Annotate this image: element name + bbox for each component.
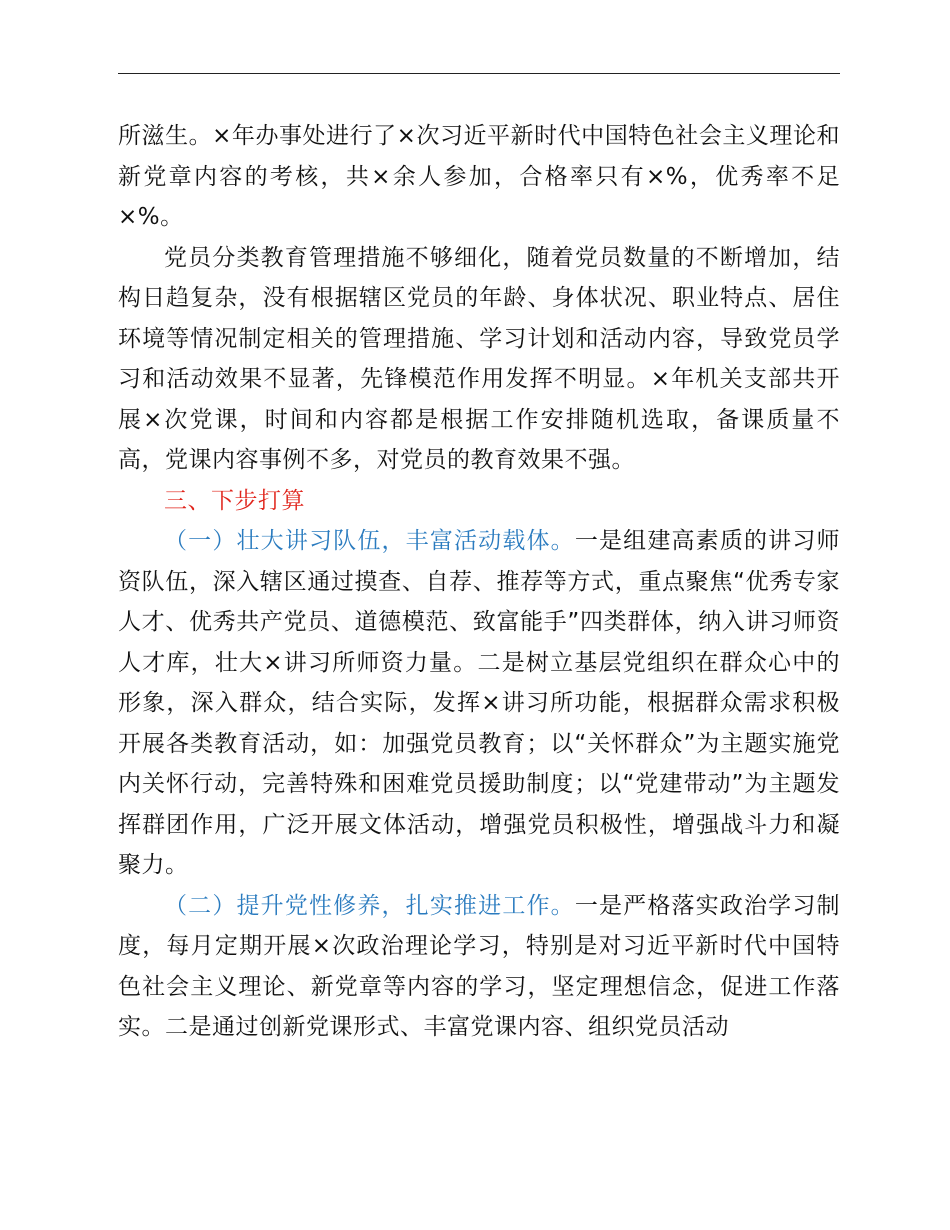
paragraph-party-member-management: 党员分类教育管理措施不够细化，随着党员数量的不断增加，结构日趋复杂，没有根据辖区党员的年龄、身体状况、职业特点、居住环境等情况制定相关的管理措施、学习计划和活动内容，导致党员学习和活动效果不显著，先锋模范作用发挥不明显。×年机关支部共开展×次党课，时间和内容都是根据工作安排随机选取，备课质量不高，党课内容事例不多，对党员的教育效果不强。	[118, 244, 840, 473]
paragraph-continuation: 所滋生。×年办事处进行了×次习近平新时代中国特色社会主义理论和新党章内容的考核，共×余人参加，合格率只有×%，优秀率不足×%。	[118, 123, 840, 230]
subsection-2-heading: （二）提升党性修养，扎实推进工作。	[164, 892, 575, 919]
section-heading-next-steps: 三、下步打算	[164, 487, 305, 514]
subsection-1-body: 一是组建高素质的讲习师资队伍，深入辖区通过摸查、自荐、推荐等方式，重点聚焦“优秀专家人才、优秀共产党员、道德模范、致富能手”四类群体，纳入讲习师资人才库，壮大×讲习所师资力量。二是树立基层党组织在群众心中的形象，深入群众，结合实际，发挥×讲习所功能，根据群众需求积极开展各类教育活动，如：加强党员教育；以“关怀群众”为主题实施党内关怀行动，完善特殊和困难党员援助制度；以“党建带动”为主题发挥群团作用，广泛开展文体活动，增强党员积极性，增强战斗力和凝聚力。	[118, 528, 841, 878]
subsection-2	[118, 886, 840, 1048]
subsection-1-heading: （一）壮大讲习队伍，丰富活动载体。	[164, 528, 575, 554]
header-rule	[118, 73, 840, 74]
document-body	[118, 116, 840, 1048]
subsection-1	[118, 521, 840, 886]
subsection-2-body: 一是严格落实政治学习制度，每月定期开展×次政治理论学习，特别是对习近平新时代中国特色社会主义理论、新党章等内容的学习，坚定理想信念，促进工作落实。二是通过创新党课形式、丰富党课内容、组织党员活动	[118, 892, 841, 1040]
